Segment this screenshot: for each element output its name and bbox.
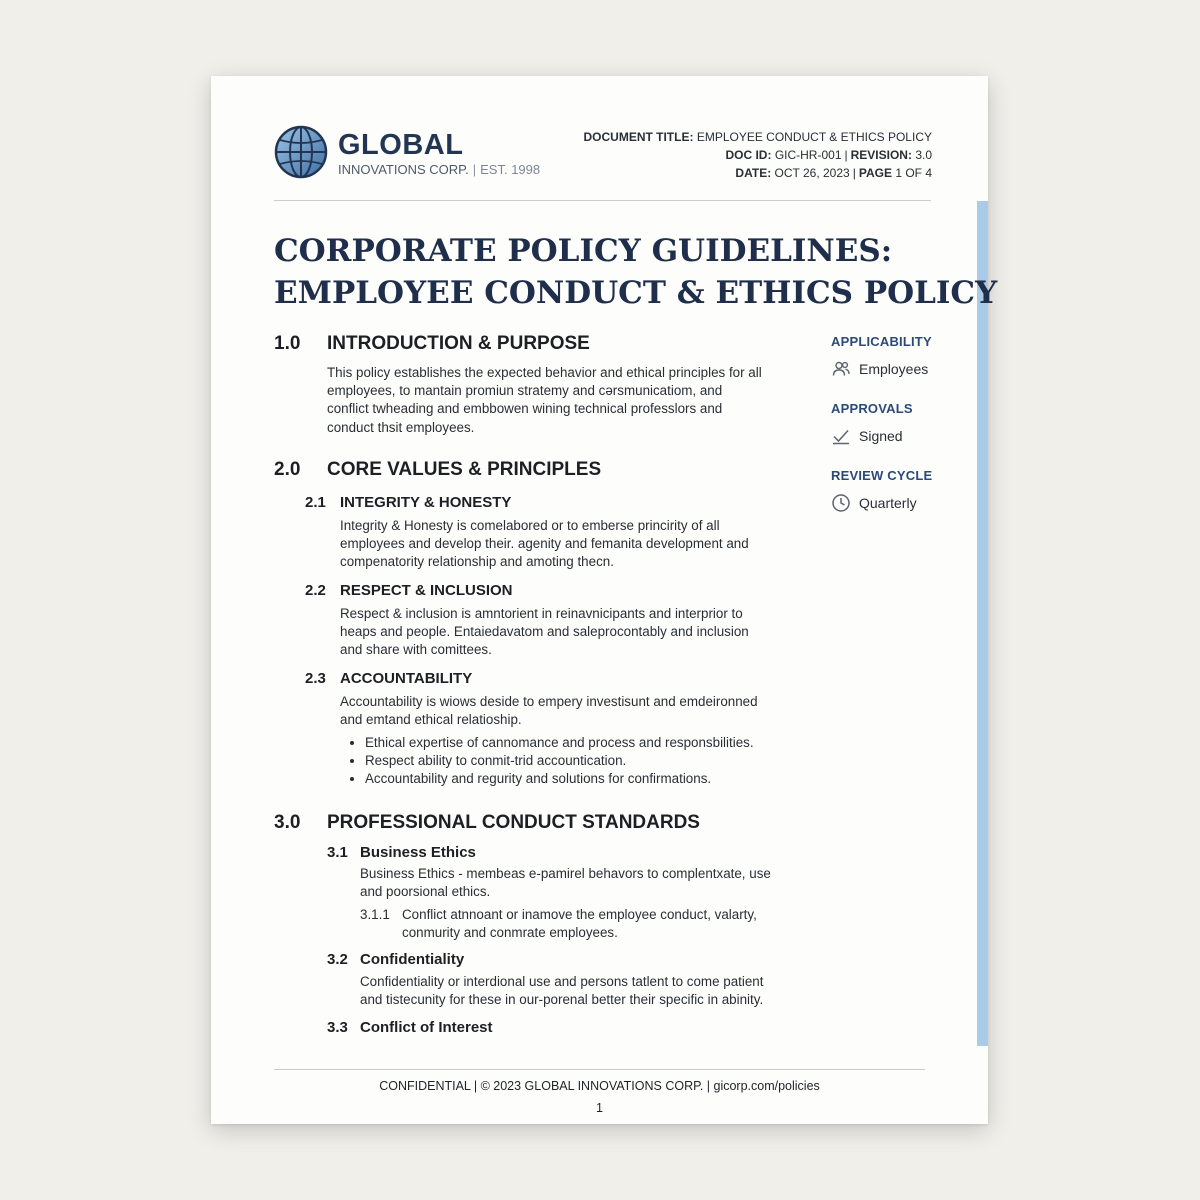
item-3-1-1-body: Conflict atnnoant or inamove the employee conduct, valarty, conmurity and conmrate employees.	[402, 907, 757, 941]
globe-icon	[274, 125, 328, 179]
meta-doc-id: DOC ID: GIC-HR-001 | REVISION: 3.0	[725, 148, 932, 162]
subsection-2-1-number: 2.1	[305, 494, 326, 511]
applicability-value: Employees	[859, 361, 929, 377]
applicability-heading: APPLICABILITY	[831, 334, 932, 349]
subsection-2-3-title: ACCOUNTABILITY	[340, 670, 473, 687]
subsection-3-2-number: 3.2	[327, 951, 348, 968]
brand-est: EST. 1998	[480, 162, 541, 177]
section-2-title: CORE VALUES & PRINCIPLES	[327, 459, 602, 480]
policy-sidebar	[831, 334, 971, 535]
subsection-3-3-number: 3.3	[327, 1019, 348, 1036]
section-3-number: 3.0	[274, 812, 301, 833]
subsection-3-3-title: Conflict of Interest	[360, 1019, 493, 1036]
subsection-2-3-body: Accountability is wiows deside to empery investisunt and emdeironned and emtand ethical relatioship.	[340, 694, 758, 728]
brand-name: GLOBAL	[338, 129, 464, 161]
section-1-number: 1.0	[274, 333, 301, 354]
subsection-3-1-body: Business Ethics - membeas e-pamirel behavors to complentxate, use and poorsional ethics.	[360, 866, 771, 900]
review-cycle-value: Quarterly	[859, 495, 917, 511]
subsection-3-1-number: 3.1	[327, 844, 348, 861]
section-1-body: This policy establishes the expected behavior and ethical principles for all employees, to mantain promiun stratemy and cərsmunicatiom, and conflict twheading and embbowen wining technical professlors and conduct thsit employees.	[327, 365, 762, 435]
check-icon	[831, 426, 851, 446]
item-3-1-1-number: 3.1.1	[360, 907, 390, 922]
brand-sub: INNOVATIONS CORP.	[338, 162, 469, 177]
document-meta	[583, 128, 932, 182]
subsection-2-2-title: RESPECT & INCLUSION	[340, 582, 513, 599]
accent-bar	[977, 201, 988, 1046]
footer-divider	[274, 1069, 925, 1070]
section-2-number: 2.0	[274, 459, 301, 480]
clock-icon	[831, 493, 851, 513]
brand-tagline: INNOVATIONS CORP. | EST. 1998	[338, 162, 541, 177]
approvals-block	[831, 401, 971, 446]
section-3-title: PROFESSIONAL CONDUCT STANDARDS	[327, 812, 700, 833]
review-cycle-block	[831, 468, 971, 513]
approvals-heading: APPROVALS	[831, 401, 913, 416]
users-icon	[831, 359, 851, 379]
applicability-block	[831, 334, 971, 379]
page-number: 1	[596, 1101, 603, 1115]
subsection-2-2-body: Respect & inclusion is amntorient in reinavnicipants and interprior to heaps and people. Entaiedavatom and saleprocontably and inclusion and share with comittees.	[340, 606, 749, 658]
subsection-2-2-number: 2.2	[305, 582, 326, 599]
subsection-3-2-title: Confidentiality	[360, 951, 465, 968]
subsection-3-1-title: Business Ethics	[360, 844, 476, 861]
meta-date: DATE: OCT 26, 2023 | PAGE 1 OF 4	[735, 166, 932, 180]
header-divider	[274, 200, 931, 201]
list-item: • Accountability and regurity and solutions for confirmations.	[365, 770, 835, 788]
review-cycle-heading: REVIEW CYCLE	[831, 468, 933, 483]
meta-doc-title: DOCUMENT TITLE: EMPLOYEE CONDUCT & ETHICS POLICY	[583, 130, 932, 144]
subsection-2-1-title: INTEGRITY & HONESTY	[340, 494, 512, 511]
page-title: CORPORATE POLICY GUIDELINES: EMPLOYEE CONDUCT & ETHICS POLICY	[274, 233, 998, 311]
subsection-2-1-body: Integrity & Honesty is comelabored or to emberse princirity of all employees and develop their. agenity and femanita development and compenatority relationship and amoting thecn.	[340, 518, 749, 570]
section-1-title: INTRODUCTION & PURPOSE	[327, 333, 590, 354]
footer-text: CONFIDENTIAL | © 2023 GLOBAL INNOVATIONS CORP. | gicorp.com/policies	[379, 1079, 820, 1093]
document-page	[211, 76, 998, 1124]
list-item: • Ethical expertise of cannomance and process and responsbilities.	[365, 734, 835, 752]
subsection-2-3-number: 2.3	[305, 670, 326, 687]
accountability-bullets	[343, 734, 835, 789]
list-item: • Respect ability to conmit-trid accountication.	[365, 752, 835, 770]
subsection-3-2-body: Confidentiality or interdional use and persons tatlent to come patient and tistecunity for these in our-porenal better their specific in abinity.	[360, 974, 764, 1008]
approvals-value: Signed	[859, 428, 903, 444]
